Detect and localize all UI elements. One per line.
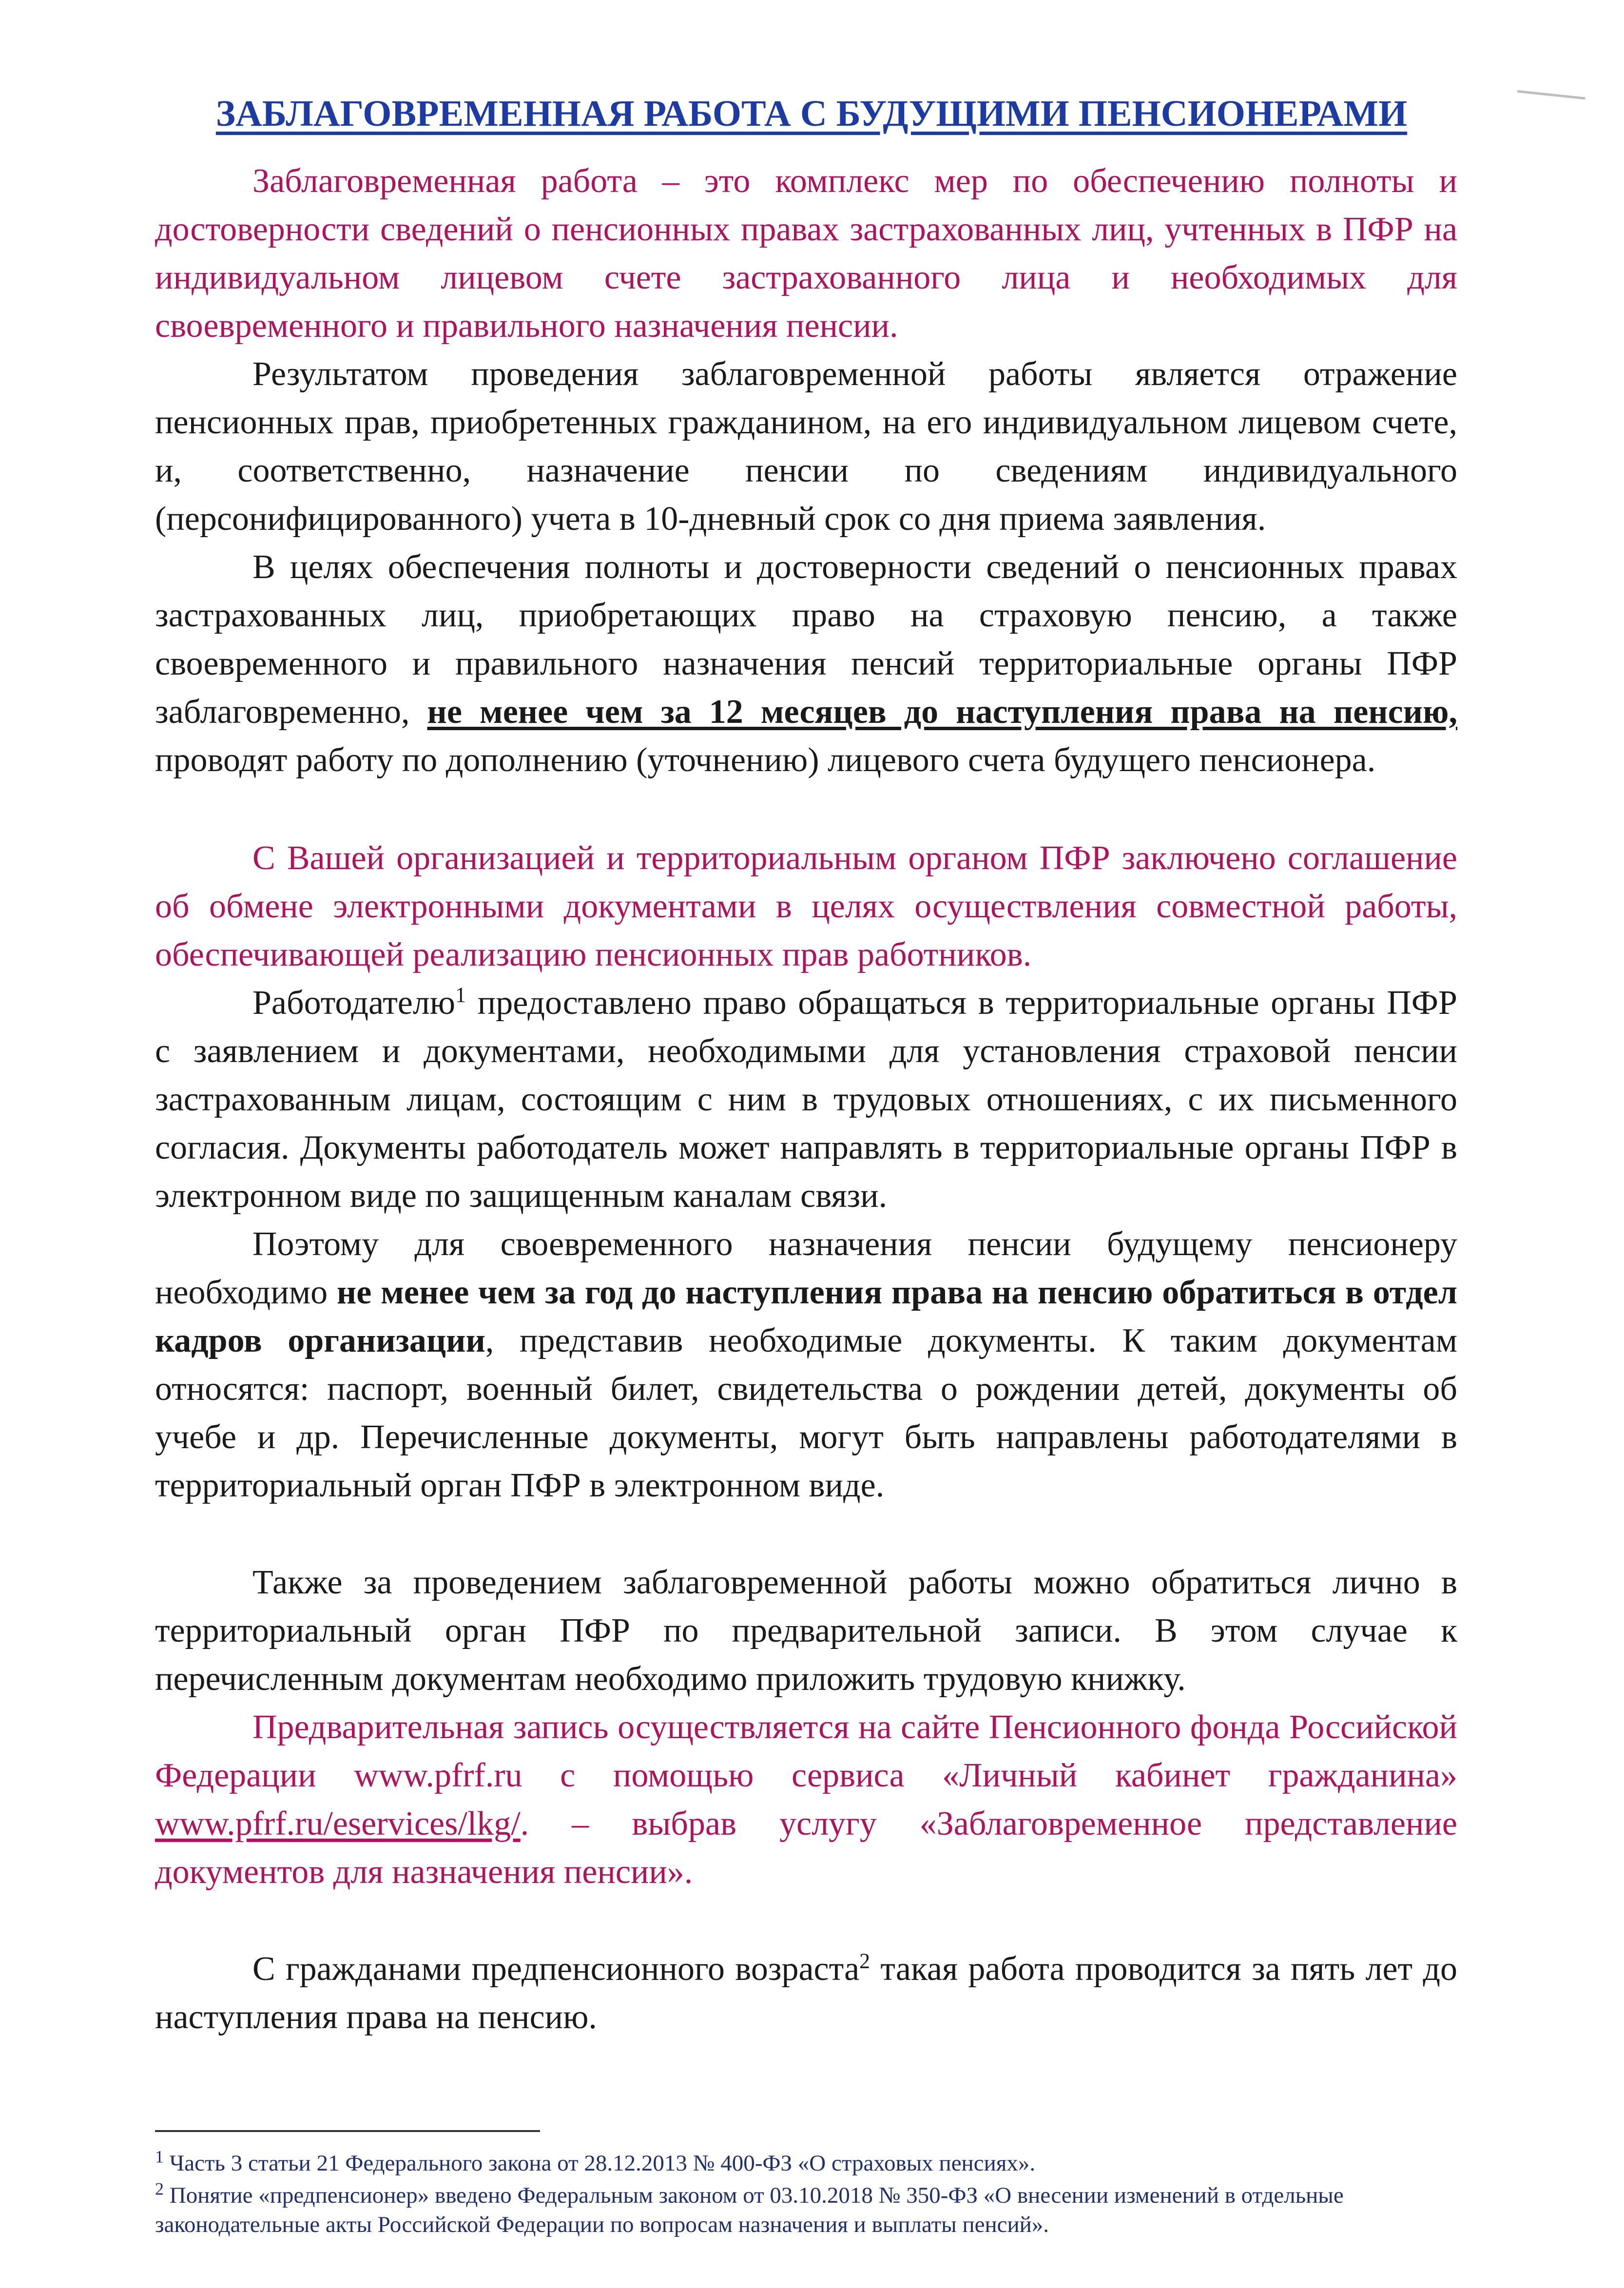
- footnote-2-number: 2: [155, 2179, 164, 2199]
- paragraph-hr: [155, 1220, 1457, 1510]
- paragraph-registration: [155, 1703, 1457, 1896]
- scan-artifact-line: [1516, 90, 1585, 107]
- paragraph-employer-end: предоставлено право обращаться в территориальные органы ПФР с заявлением и документами, необходимыми для установления страховой пенсии застрахованным лицам, состоящим с ним в трудовых отношениях, с их письменного согласия. Документы работодатель может направлять в территориальные органы ПФР в электронном виде по защищенным каналам связи.: [155, 984, 1457, 1215]
- paragraph-registration-start: Предварительная запись осуществляется на сайте Пенсионного фонда Российской Федерации www.pfrf.ru с помощью сервиса «Личный кабинет гражданина»: [155, 1708, 1457, 1794]
- footnote-1: [155, 2149, 1457, 2178]
- document-body: [155, 157, 1457, 2041]
- footnote-2-text: Понятие «предпенсионер» введено Федеральным законом от 03.10.2018 № 350-ФЗ «О внесении изменений в отдельные законодательные акты Российской Федерации по вопросам назначения и выплаты пенсий».: [155, 2183, 1344, 2237]
- footnote-ref-2: 2: [859, 1949, 870, 1973]
- hr-emphasis: не менее чем за год до наступления права на пенсию обратиться в отдел кадров организации: [155, 1274, 1458, 1359]
- paragraph-purpose-start: В целях обеспечения полноты и достоверности сведений о пенсионных правах застрахованных лиц, приобретающих право на страховую пенсию, а также своевременного и правильного назначения пенсий территориальные органы ПФР заблаговременно,: [155, 548, 1457, 731]
- footnotes: [155, 2149, 1457, 2242]
- paragraph-purpose: [155, 543, 1457, 784]
- paragraph-personal-visit: Также за проведением заблаговременной работы можно обратиться лично в территориальный орган ПФР по предварительной записи. В этом случае к перечисленным документам необходимо приложить трудовую книжку.: [155, 1564, 1457, 1698]
- lkg-link[interactable]: www.pfrf.ru/eservices/lkg/: [155, 1805, 521, 1842]
- footnote-2: [155, 2181, 1457, 2239]
- paragraph-hr-end: , представив необходимые документы. К таким документам относятся: паспорт, военный билет, свидетельства о рождении детей, документы об учебе и др. Перечисленные документы, могут быть направлены работодателями в территориальный орган ПФР в электронном виде.: [155, 1322, 1457, 1504]
- paragraph-agreement: С Вашей организацией и территориальным органом ПФР заключено соглашение об обмене электронными документами в целях осуществления совместной работы, обеспечивающей реализацию пенсионных прав работников.: [155, 839, 1457, 973]
- footnote-1-number: 1: [155, 2147, 164, 2167]
- paragraph-result: Результатом проведения заблаговременной работы является отражение пенсионных прав, приобретенных гражданином, на его индивидуальном лицевом счете, и, соответственно, назначение пенсии по сведениям индивидуального (персонифицированного) учета в 10-дневный срок со дня приема заявления.: [155, 355, 1457, 538]
- footnote-1-text: Часть 3 статьи 21 Федерального закона от 28.12.2013 № 400-ФЗ «О страховых пенсиях».: [169, 2151, 1036, 2176]
- paragraph-registration-end: . – выбрав услугу «Заблаговременное представление документов для назначения пенсии».: [155, 1805, 1457, 1891]
- paragraph-pre-pension-start: С гражданами предпенсионного возраста: [252, 1950, 860, 1988]
- paragraph-purpose-end: проводят работу по дополнению (уточнению) лицевого счета будущего пенсионера.: [155, 741, 1376, 779]
- paragraph-employer: [155, 979, 1457, 1220]
- deadline-emphasis: не менее чем за 12 месяцев до наступления права на пенсию,: [427, 693, 1457, 731]
- footnote-separator: [155, 2130, 540, 2132]
- paragraph-pre-pension: [155, 1945, 1457, 2041]
- paragraph-hr-start: Поэтому для своевременного назначения пенсии будущему пенсионеру необходимо: [155, 1225, 1457, 1311]
- paragraph-pre-pension-end: такая работа проводится за пять лет до наступления права на пенсию.: [155, 1950, 1457, 2036]
- paragraph-definition: Заблаговременная работа – это комплекс мер по обеспечению полноты и достоверности сведений о пенсионных правах застрахованных лиц, учтенных в ПФР на индивидуальном лицевом счете застрахованного лица и необходимых для своевременного и правильного назначения пенсии.: [155, 162, 1457, 345]
- footnote-ref-1: 1: [455, 983, 466, 1007]
- page-title: ЗАБЛАГОВРЕМЕННАЯ РАБОТА С БУДУЩИМИ ПЕНСИОНЕРАМИ: [215, 93, 1408, 134]
- paragraph-employer-start: Работодателю: [252, 984, 456, 1022]
